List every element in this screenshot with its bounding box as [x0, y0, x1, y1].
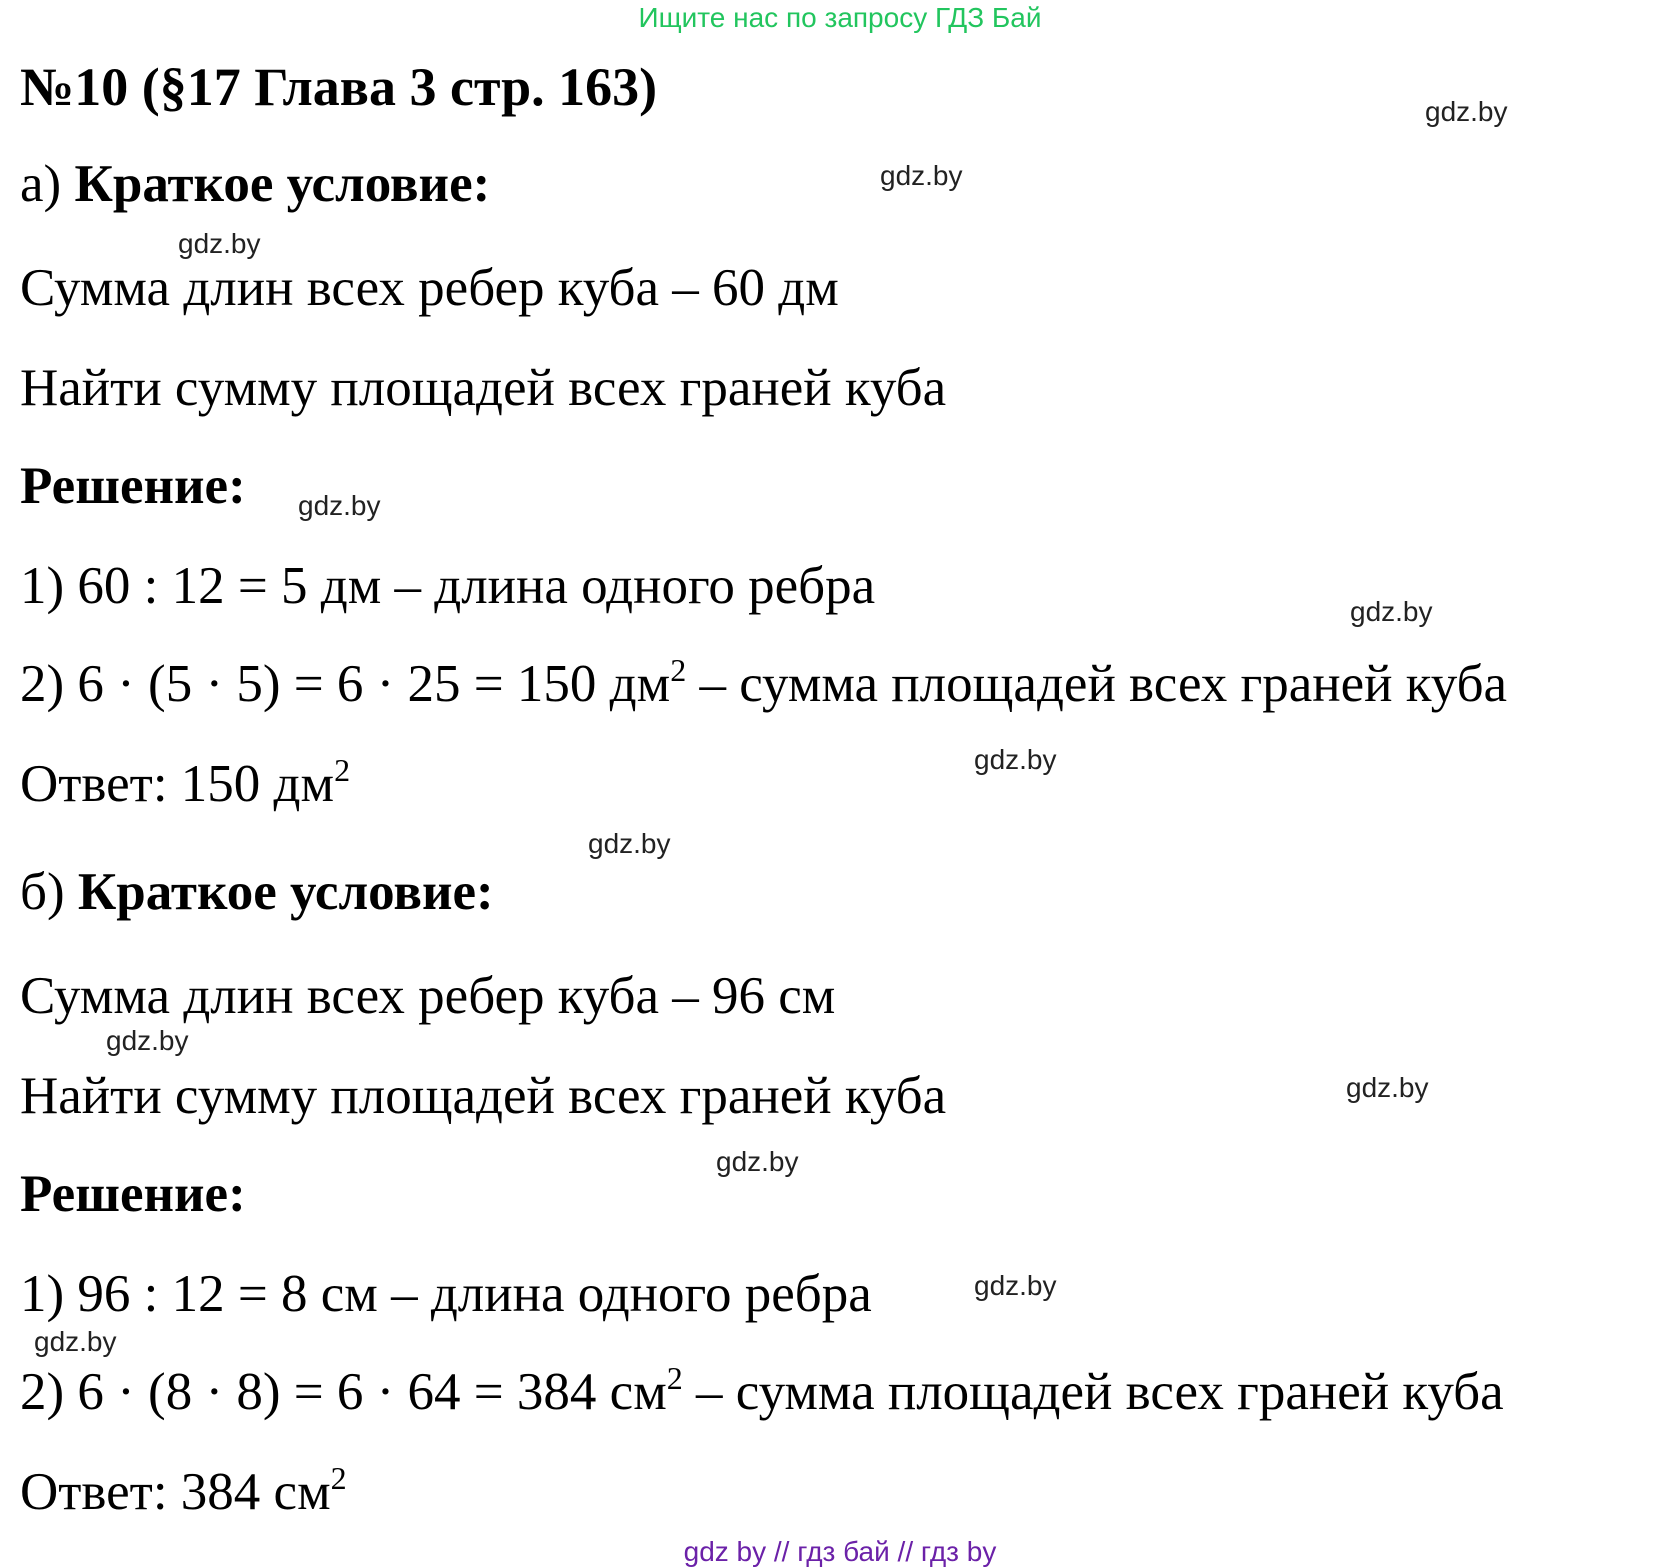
watermark: gdz.by	[880, 160, 963, 191]
part-b-given: Сумма длин всех ребер куба – 96 см	[20, 967, 836, 1025]
part-b-step2-tail: – сумма площадей всех граней куба	[682, 1363, 1504, 1421]
part-a-solution-heading: Решение:	[20, 457, 246, 515]
watermark: gdz.by	[1425, 96, 1508, 127]
part-b-answer	[20, 1460, 347, 1521]
part-a-step1: 1) 60 : 12 = 5 дм – длина одного ребра	[20, 557, 876, 615]
watermark: gdz.by	[106, 1025, 189, 1056]
part-a-step2-tail: – сумма площадей всех граней куба	[686, 655, 1508, 713]
watermark: gdz.by	[1346, 1072, 1429, 1103]
part-a-heading-line	[20, 155, 491, 213]
part-b-step2-exponent: 2	[666, 1360, 683, 1396]
part-b-solution-heading: Решение:	[20, 1165, 246, 1223]
part-a-prefix: а)	[20, 155, 62, 213]
part-a-given: Сумма длин всех ребер куба – 60 дм	[20, 259, 839, 317]
part-b-step1: 1) 96 : 12 = 8 см – длина одного ребра	[20, 1265, 872, 1323]
part-a-step2	[20, 652, 1508, 713]
part-b-step2-main: 2) 6 · (8 · 8) = 6 · 64 = 384 см	[20, 1363, 667, 1421]
part-a-find: Найти сумму площадей всех граней куба	[20, 359, 947, 417]
part-b-find: Найти сумму площадей всех граней куба	[20, 1067, 947, 1125]
part-a-answer	[20, 752, 351, 813]
part-b-answer-exponent: 2	[330, 1460, 347, 1496]
part-a-heading: Краткое условие:	[74, 155, 491, 213]
watermark: gdz.by	[716, 1146, 799, 1177]
watermark: gdz.by	[1350, 596, 1433, 627]
watermark: gdz.by	[298, 490, 381, 521]
watermark: gdz.by	[588, 828, 671, 859]
part-a-answer-exponent: 2	[334, 752, 351, 788]
part-b-step2	[20, 1360, 1504, 1421]
part-b-heading: Краткое условие:	[77, 863, 494, 921]
part-b-answer-main: Ответ: 384 см	[20, 1463, 331, 1521]
part-b-heading-line	[20, 863, 494, 921]
top-banner: Ищите нас по запросу ГДЗ Бай	[638, 2, 1042, 33]
part-a-answer-main: Ответ: 150 дм	[20, 755, 335, 813]
watermark: gdz.by	[178, 228, 261, 259]
watermark: gdz.by	[34, 1326, 117, 1357]
part-a-step2-main: 2) 6 · (5 · 5) = 6 · 25 = 150 дм	[20, 655, 671, 713]
part-b-prefix: б)	[20, 863, 65, 921]
part-a-step2-exponent: 2	[670, 652, 687, 688]
problem-title: №10 (§17 Глава 3 стр. 163)	[20, 57, 658, 117]
bottom-banner: gdz by // гдз бай // гдз by	[683, 1536, 997, 1567]
watermark: gdz.by	[974, 1270, 1057, 1301]
watermark: gdz.by	[974, 744, 1057, 775]
